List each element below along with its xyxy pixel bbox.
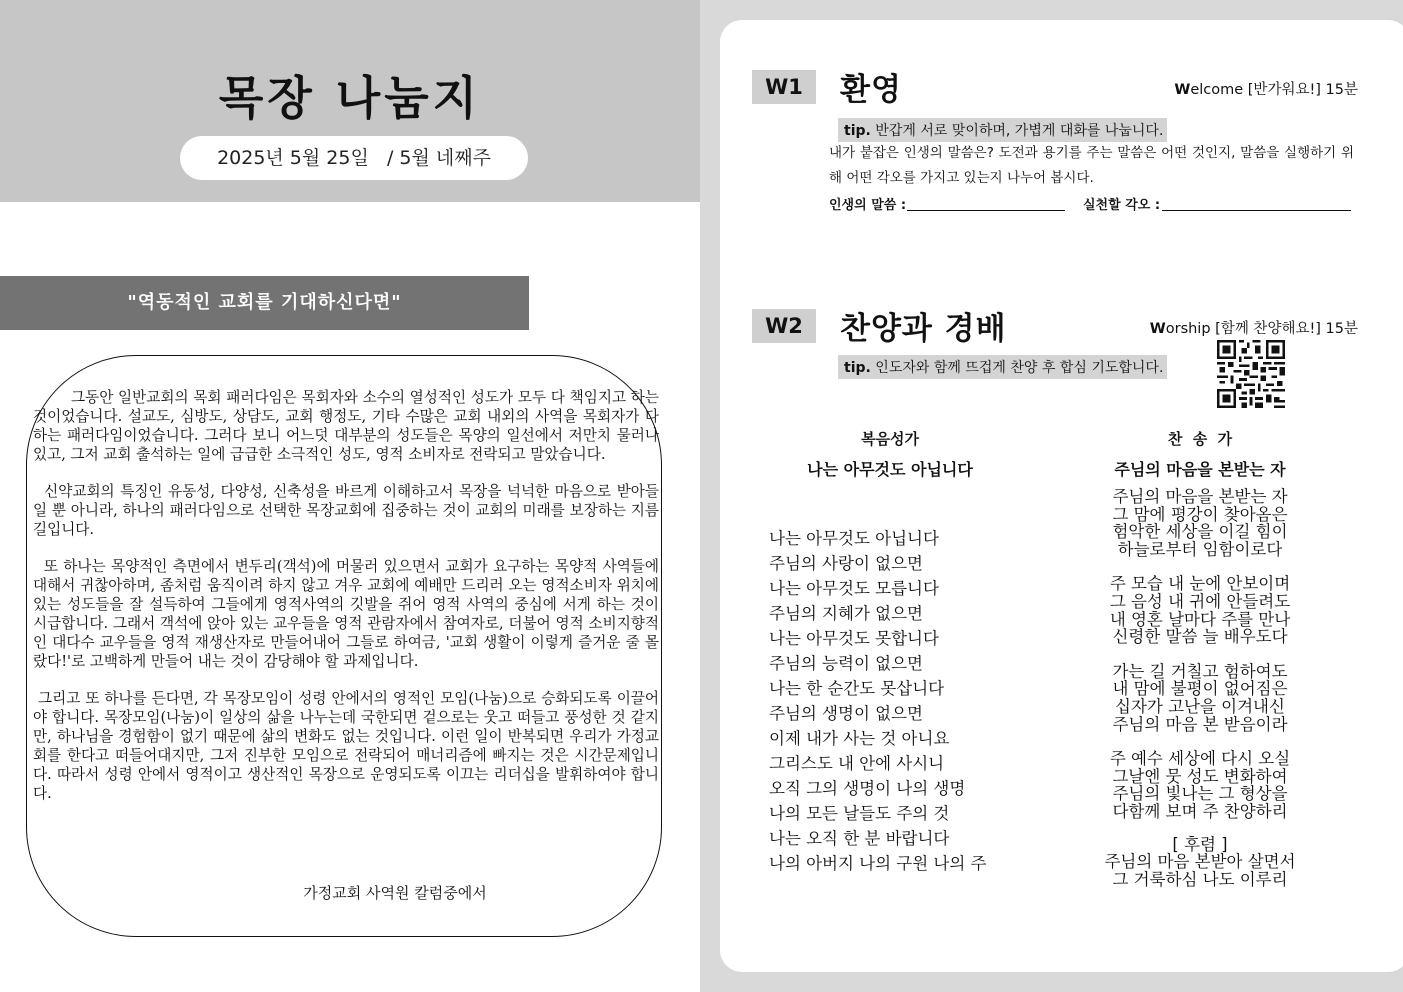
gospel-title: 나는 아무것도 아닙니다	[807, 460, 973, 479]
column-paragraph: 그동안 일반교회의 목회 패러다임은 목회자와 소수의 열성적인 성도가 모두 다 책임지고 하는 것이었습니다. 설교도, 심방도, 상담도, 교회 행정도, 기타 수많은 교회 내외의 사역을 목회자가 다 하는 패러다임이었습니다. 그러다 보니 어느덧 대부분의 성도들은 목양의 일선에서 저만치 물러나 있고, 그저 교회 출석하는 일에 급급한 소극적인 성도, 영적 소비자로 전락되고 말았습니다.	[33, 389, 664, 463]
lyric-line: 내 영혼 날마다 주를 만나	[1109, 609, 1291, 629]
column-text	[33, 388, 664, 821]
tip-label: tip.	[844, 123, 871, 139]
hymn-heading: 찬 송 가	[1167, 430, 1233, 448]
lyric-line: 나는 아무것도 못합니다	[769, 629, 939, 648]
column-paragraph: 신약교회의 특징인 유동성, 다양성, 신축성을 바르게 이해하고서 목장을 넉넉한 마음으로 받아들일 뿐 아니라, 하나의 패러다임으로 선택한 목장교회에 집중하는 것이 교회의 미래를 보장하는 지름길입니다.	[33, 483, 659, 538]
column-paragraph: 그리고 또 하나를 든다면, 각 목장모임이 성령 안에서의 영적인 모임(나눔)으로 승화되도록 이끌어야 합니다. 목장모임(나눔)이 일상의 삶을 나누는데 국한되면 겉으로는 웃고 떠들고 풍성한 것 같지만, 하나님을 경험함이 없기 때문에 삶의 변화도 없는 것입니다. 이런 일이 반복되면 우리가 가정교회를 한다고 떠들어대지만, 그저 진부한 모임으로 전락되어 매너리즘에 빠지는 것은 시간문제입니다. 따라서 성령 안에서 영적이고 생산적인 목장으로 운영되도록 이끄는 리더십을 발휘하여야 합니다.	[33, 690, 659, 802]
section-title-w2: 찬양과 경배	[840, 311, 1007, 347]
lyric-line: 내 맘에 불평이 없어짐은	[1112, 679, 1288, 699]
tip-text: 반갑게 서로 맞이하며, 가볍게 대화를 나눕니다.	[870, 123, 1164, 139]
lyric-line: 이제 내가 사는 것 아니요	[769, 729, 950, 748]
lyric-line: 주님의 능력이 없으면	[769, 654, 923, 673]
meta-text: elcome [반가워요!] 15분	[1190, 82, 1358, 98]
column-signature: 가정교회 사역원 칼럼중에서	[303, 884, 487, 902]
section-title-w1: 환영	[840, 72, 902, 108]
lyric-line: 나는 아무것도 모릅니다	[769, 579, 939, 598]
lyric-line: 나는 한 순간도 못삽니다	[769, 679, 945, 698]
lyric-line: 다함께 보며 주 찬양하리	[1112, 801, 1288, 821]
field-label-word: 인생의 말씀 :	[829, 198, 907, 213]
lyric-line: 가는 길 거칠고 험하여도	[1112, 661, 1288, 681]
field-line-word[interactable]	[907, 210, 1065, 211]
page-title: 목장 나눔지	[218, 71, 482, 125]
field-label-resolve: 실천할 각오 :	[1083, 198, 1161, 213]
lyric-line: 오직 그의 생명이 나의 생명	[769, 779, 966, 798]
lyric-line: 신령한 말씀 늘 배우도다	[1112, 627, 1288, 647]
lyric-line: 주 모습 내 눈에 안보이며	[1109, 574, 1291, 594]
lyric-line: 하늘로부터 임함이로다	[1117, 539, 1283, 559]
lyric-line: 나는 아무것도 아닙니다	[769, 529, 939, 548]
lyric-line: 주님의 마음 본 받음이라	[1112, 714, 1288, 734]
meta-initial: W	[1174, 82, 1191, 98]
qr-code-icon[interactable]	[1217, 340, 1285, 408]
meta-initial: W	[1149, 321, 1166, 337]
gospel-lyrics	[769, 526, 1089, 876]
field-line-resolve[interactable]	[1162, 210, 1351, 211]
lyric-line: 그리스도 내 안에 사시니	[769, 754, 945, 773]
lyric-line: 주님의 생명이 없으면	[769, 704, 923, 723]
lyric-line: 험악한 세상을 이길 힘이	[1112, 522, 1288, 542]
tip-w1	[838, 118, 1167, 142]
left-page	[0, 0, 700, 992]
lyric-line: 그 맘에 평강이 찾아옴은	[1112, 504, 1288, 524]
lyric-line: 그 거룩하심 나도 이루리	[1112, 869, 1288, 889]
tip-label: tip.	[844, 360, 871, 376]
column-title: "역동적인 교회를 기대하신다면"	[0, 276, 529, 330]
hymn-stanza	[1080, 750, 1320, 820]
w1-question: 내가 붙잡은 인생의 말씀은? 도전과 용기를 주는 말씀은 어떤 것인지, 말씀을 실행하기 위해 어떤 각오를 가지고 있는지 나누어 봅시다.	[829, 145, 1354, 186]
lyric-line: 주님의 사랑이 없으면	[769, 554, 923, 573]
gospel-heading: 복음성가	[861, 430, 919, 448]
lyric-line: 그 음성 내 귀에 안들려도	[1109, 591, 1291, 611]
lyric-line: 주님의 빛나는 그 형상을	[1112, 784, 1288, 804]
lyric-line: 나의 아버지 나의 구원 나의 주	[769, 854, 987, 873]
meta-text: orship [함께 찬양해요!] 15분	[1165, 321, 1358, 337]
hymn-stanza	[1080, 488, 1320, 558]
hymn-lyrics	[1080, 488, 1320, 888]
hymn-refrain	[1080, 836, 1320, 889]
lyric-line: 십자가 고난을 이겨내신	[1115, 696, 1285, 716]
lyric-line: 주 예수 세상에 다시 오실	[1109, 749, 1291, 769]
date-pill: 2025년 5월 25일 / 5월 네째주	[180, 136, 528, 180]
section-meta-w1	[1100, 78, 1358, 99]
section-meta-w2	[1100, 317, 1358, 338]
lyric-line: 주님의 마음을 본받는 자	[1112, 487, 1288, 506]
section-tag-w1: W1	[752, 70, 816, 104]
lyric-line: 주님의 지혜가 없으면	[769, 604, 923, 623]
hymn-stanza	[1080, 575, 1320, 645]
tip-text: 인도자와 함께 뜨겁게 찬양 후 합심 기도합니다.	[870, 360, 1164, 376]
hymn-stanza	[1080, 663, 1320, 733]
lyric-line: 나는 오직 한 분 바랍니다	[769, 829, 950, 848]
column-paragraph: 또 하나는 목양적인 측면에서 변두리(객석)에 머물러 있으면서 교회가 요구하는 목양적 사역들에 대해서 귀찮아하며, 좀처럼 움직이려 하지 않고 겨우 교회에 예배만 드리러 오는 영적소비자 위치에 있는 성도들을 잘 설득하여 그들에게 영적사역의 깃발을 쥐어 영적 사역의 중심에 서게 하는 것이 시급합니다. 그래서 객석에 앉아 있는 교우들을 영적 관람자에서 참여자로, 더불어 영적 소비지향적인 대다수 교우들을 영적 재생산자로 만들어내어 그들로 하여금, '교회 생활이 이렇게 즐거운 줄 몰랐다!'로 고백하게 만들어 내는 것이 감당해야 할 과제입니다.	[33, 558, 664, 670]
hymn-title: 주님의 마음을 본받는 자	[1114, 460, 1286, 479]
refrain-label: [ 후렴 ]	[1172, 834, 1228, 854]
lyric-line: 나의 모든 날들도 주의 것	[769, 804, 950, 823]
lyric-line: 주님의 마음 본받아 살면서	[1104, 852, 1296, 872]
tip-w2	[838, 355, 1167, 379]
lyric-line: 그날엔 뭇 성도 변화하여	[1112, 766, 1288, 786]
section-tag-w2: W2	[752, 309, 816, 343]
